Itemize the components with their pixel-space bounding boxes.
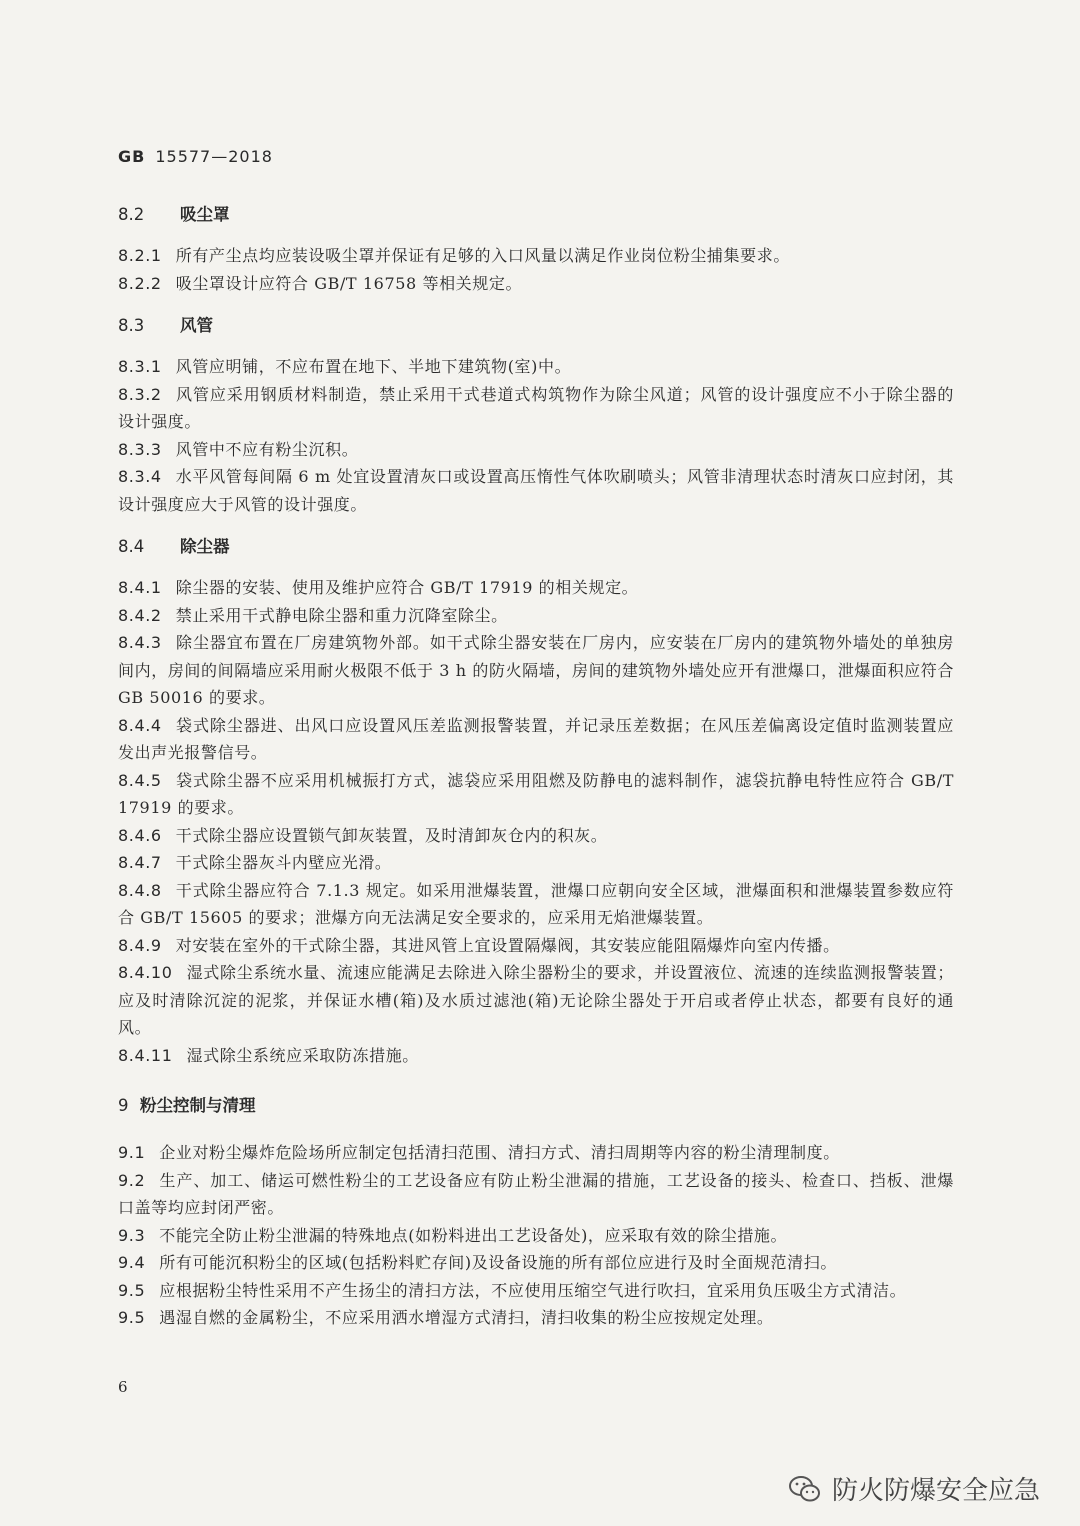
standard-number: 15577—2018 — [155, 147, 273, 166]
clause-text: 遇湿自燃的金属粉尘，不应采用洒水增湿方式清扫，清扫收集的粉尘应按规定处理。 — [159, 1308, 774, 1327]
clause — [118, 463, 954, 518]
clause — [118, 1304, 954, 1332]
section-gap — [118, 518, 954, 532]
clause-number: 8.4.6 — [118, 825, 162, 845]
section-gap — [118, 297, 954, 311]
clause-text: 吸尘罩设计应符合 GB/T 16758 等相关规定。 — [175, 273, 523, 293]
clause-number: 8.4.7 — [118, 853, 162, 872]
clause-text: 除尘器的安装、使用及维护应符合 GB/T 17919 的相关规定。 — [175, 578, 639, 597]
clause — [118, 822, 954, 850]
clause — [118, 712, 954, 767]
clause-number: 8.4.4 — [118, 715, 162, 735]
clause-number: 9.4 — [118, 1253, 146, 1272]
clause-number: 8.4.5 — [118, 770, 162, 790]
clause-number: 9.3 — [118, 1225, 146, 1245]
clause-text: 干式除尘器应设置锁气卸灰装置，及时清卸灰仓内的积灰。 — [175, 825, 608, 845]
watermark-text: 防火防爆安全应急 — [831, 1476, 1040, 1506]
section-number: 8.4 — [118, 537, 145, 556]
clause-number: 8.4.8 — [118, 880, 162, 900]
clause-number: 8.4.9 — [118, 935, 162, 955]
clause — [118, 381, 954, 436]
clause — [118, 574, 954, 602]
clause — [118, 1042, 954, 1070]
clause — [118, 436, 954, 464]
clause-text: 袋式除尘器进、出风口应设置风压差监测报警装置，并记录压差数据；在风压差偏离设定值时监测装置应发出声光报警信号。 — [118, 715, 954, 762]
clause — [118, 959, 954, 1042]
section-heading — [118, 311, 954, 341]
clause-text: 风管应明铺，不应布置在地下、半地下建筑物(室)中。 — [175, 357, 572, 376]
clause-number: 9.2 — [118, 1170, 146, 1190]
clause-number: 8.3.3 — [118, 439, 162, 459]
clause-text: 水平风管每间隔 6 m 处宜设置清灰口或设置高压惰性气体吹刷喷头；风管非清理状态时清灰口应封闭，其设计强度应大于风管的设计强度。 — [118, 467, 954, 514]
clause — [118, 767, 954, 822]
clause-text: 干式除尘器灰斗内壁应光滑。 — [175, 853, 392, 872]
clause — [118, 270, 954, 298]
clause-text: 湿式除尘系统应采取防冻措施。 — [186, 1045, 419, 1065]
clause-text: 袋式除尘器不应采用机械振打方式，滤袋应采用阻燃及防静电的滤料制作，滤袋抗静电特性应符合 GB/T 17919 的要求。 — [118, 770, 954, 817]
clause — [118, 353, 954, 381]
chapter-heading — [118, 1091, 954, 1121]
clause-text: 禁止采用干式静电除尘器和重力沉降室除尘。 — [175, 605, 508, 625]
clause — [118, 602, 954, 630]
clause-text: 对安装在室外的干式除尘器，其进风管上宜设置隔爆阀，其安装应能阻隔爆炸向室内传播。 — [175, 935, 840, 955]
clause-text: 风管应采用钢质材料制造，禁止采用干式巷道式构筑物作为除尘风道；风管的设计强度应不小于除尘器的设计强度。 — [118, 384, 954, 431]
clause — [118, 1167, 954, 1222]
section-title: 风管 — [180, 316, 213, 335]
section-number: 8.3 — [118, 316, 145, 335]
clause-text: 所有产尘点均应装设吸尘罩并保证有足够的入口风量以满足作业岗位粉尘捕集要求。 — [175, 246, 790, 265]
clause-number: 8.4.2 — [118, 605, 162, 625]
clause — [118, 1277, 954, 1305]
clause-text: 干式除尘器应符合 7.1.3 规定。如采用泄爆装置，泄爆口应朝向安全区域，泄爆面积和泄爆装置参数应符合 GB/T 15605 的要求；泄爆方向无法满足安全要求的，应采用无焰泄爆装置。 — [118, 880, 954, 927]
clause-number: 8.2.1 — [118, 246, 162, 265]
clause-text: 湿式除尘系统水量、流速应能满足去除进入除尘器粉尘的要求，并设置液位、流速的连续监测报警装置；应及时清除沉淀的泥浆，并保证水槽(箱)及水质过滤池(箱)无论除尘器处于开启或者停止状态，都要有良好的通风。 — [118, 963, 954, 1037]
clause-number: 8.3.2 — [118, 384, 162, 404]
clause-number: 9.1 — [118, 1143, 146, 1162]
clause — [118, 629, 954, 712]
standard-code: GB — [118, 147, 146, 166]
chapter-number: 9 — [118, 1096, 129, 1115]
clause-number: 8.3.4 — [118, 467, 162, 486]
clause-number: 9.5 — [118, 1280, 146, 1300]
page-number: 6 — [118, 1378, 128, 1396]
section-heading — [118, 532, 954, 562]
section-title: 吸尘罩 — [180, 205, 230, 224]
section-title: 除尘器 — [180, 537, 230, 556]
clause-text: 应根据粉尘特性采用不产生扬尘的清扫方法，不应使用压缩空气进行吹扫，宜采用负压吸尘方式清洁。 — [159, 1280, 907, 1300]
clause-text: 风管中不应有粉尘沉积。 — [175, 439, 359, 459]
clause-text: 企业对粉尘爆炸危险场所应制定包括清扫范围、清扫方式、清扫周期等内容的粉尘清理制度。 — [159, 1143, 840, 1162]
clause-text: 除尘器宜布置在厂房建筑物外部。如干式除尘器安装在厂房内，应安装在厂房内的建筑物外墙处的单独房间内，房间的间隔墙应采用耐火极限不低于 3 h 的防火隔墙，房间的建筑物外墙处应开有泄爆口，泄爆面积应符合 GB 50016 的要求。 — [118, 633, 954, 707]
clause-text: 生产、加工、储运可燃性粉尘的工艺设备应有防止粉尘泄漏的措施，工艺设备的接头、检查口、挡板、泄爆口盖等均应封闭严密。 — [118, 1170, 954, 1217]
clause-number: 8.2.2 — [118, 273, 162, 293]
clause — [118, 1222, 954, 1250]
clause-number: 9.5 — [118, 1308, 146, 1327]
clause — [118, 849, 954, 877]
clause — [118, 932, 954, 960]
clause-text: 所有可能沉积粉尘的区域(包括粉料贮存间)及设备设施的所有部位应进行及时全面规范清扫。 — [159, 1253, 837, 1272]
clause-number: 8.4.1 — [118, 578, 162, 597]
clause-number: 8.3.1 — [118, 357, 162, 376]
standard-header — [118, 147, 273, 166]
clause — [118, 1249, 954, 1277]
clause-number: 8.4.11 — [118, 1045, 173, 1065]
clause — [118, 877, 954, 932]
watermark — [788, 1470, 1040, 1507]
chapter-title: 粉尘控制与清理 — [140, 1096, 256, 1115]
clause — [118, 1139, 954, 1167]
wechat-icon — [788, 1474, 822, 1504]
clause-number: 8.4.10 — [118, 963, 173, 982]
clause-text: 不能完全防止粉尘泄漏的特殊地点(如粉料进出工艺设备处)，应采取有效的除尘措施。 — [159, 1225, 788, 1245]
clause — [118, 242, 954, 270]
document-body — [118, 200, 954, 1332]
clause-number: 8.4.3 — [118, 633, 162, 652]
section-heading — [118, 200, 954, 230]
section-number: 8.2 — [118, 205, 145, 224]
